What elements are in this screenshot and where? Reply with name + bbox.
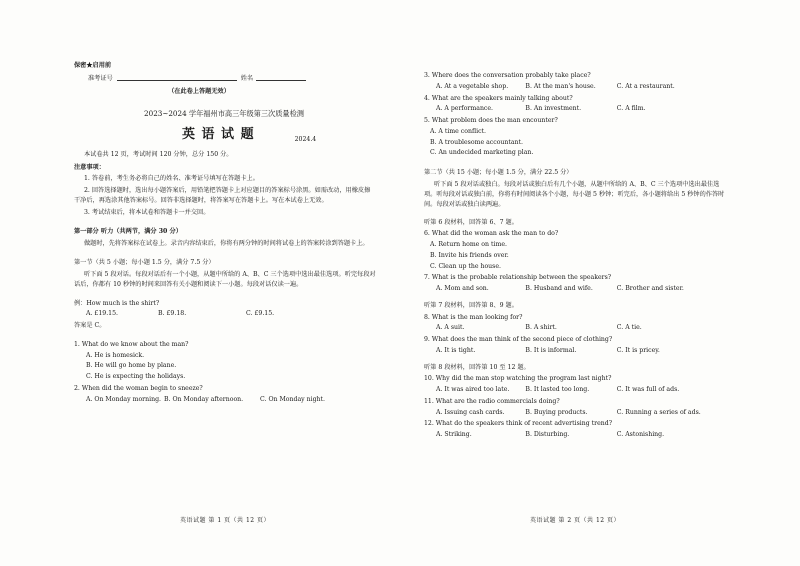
q2-option-c: C. On Monday night. bbox=[260, 395, 325, 403]
example-options bbox=[80, 310, 376, 318]
q4-option-c: C. A film. bbox=[616, 105, 646, 113]
exam-info: 本试卷共 12 页，考试时间 120 分钟，总分 150 分。 bbox=[84, 150, 233, 158]
q4-options bbox=[430, 105, 726, 113]
q1-option-a: A. He is homesick. bbox=[86, 351, 145, 359]
q10-option-b: B. It lasted too long. bbox=[525, 386, 590, 394]
q10-option-c: C. It was full of ads. bbox=[616, 386, 680, 394]
question-5: 5. What problem does the man encounter? bbox=[424, 117, 558, 124]
q7-option-c: C. Brother and sister. bbox=[616, 285, 684, 293]
q2-option-a: A. On Monday morning. bbox=[86, 395, 162, 403]
notice-2: 2. 回答选择题时，选出每小题答案后，用铅笔把答题卡上对应题目的答案标号涂黑。如需改动，用橡皮擦干净后，再选涂其他答案标号。回答非选择题时，将答案写在答题卡上。写在本试卷上无效。 bbox=[74, 186, 371, 204]
question-11: 11. What are the radio commercials doing? bbox=[424, 397, 560, 405]
question-10: 10. Why did the man stop watching the program last night? bbox=[424, 375, 612, 383]
q3-option-b: B. At the man's house. bbox=[525, 82, 596, 90]
material-7: 听第 7 段材料，回答第 8、9 题。 bbox=[424, 301, 518, 309]
subject-title: 英 语 试 题 bbox=[182, 127, 255, 143]
exam-title: 2023~2024 学年福州市高三年级第三次质量检测 bbox=[144, 109, 304, 119]
q10-options bbox=[430, 386, 726, 394]
q3-option-c: C. At a restaurant. bbox=[616, 82, 675, 90]
q2-option-b: B. On Monday afternoon. bbox=[164, 395, 244, 403]
q10-option-a: A. It was aired too late. bbox=[436, 386, 510, 394]
example-option-a: A. £19.15. bbox=[86, 310, 119, 318]
question-8: 8. What is the man looking for? bbox=[424, 313, 523, 321]
q3-option-a: A. At a vegetable shop. bbox=[436, 82, 509, 90]
material-8: 听第 8 段材料，回答第 10 至 12 题。 bbox=[424, 363, 530, 371]
question-12: 12. What do the speakers think of recent advertising trend? bbox=[424, 420, 613, 428]
q9-option-a: A. It is tight. bbox=[436, 346, 476, 354]
section2-title: 第二节（共 15 小题；每小题 1.5 分，满分 22.5 分） bbox=[424, 169, 573, 176]
subject-row bbox=[74, 127, 376, 143]
notice-title: 注意事项： bbox=[74, 164, 105, 172]
q2-options bbox=[80, 396, 376, 404]
q6-option-b: B. Invite his friends over. bbox=[430, 251, 509, 259]
q4-option-b: B. An investment. bbox=[525, 105, 582, 113]
example-answer: 答案是 C。 bbox=[74, 322, 106, 330]
example-option-b: B. £9.18. bbox=[158, 310, 187, 318]
q7-options bbox=[430, 285, 726, 293]
q5-option-b: B. A troublesome accountant. bbox=[430, 138, 523, 146]
q1-option-c: C. He is expecting the holidays. bbox=[86, 373, 186, 381]
notice-3: 3. 考试结束后，将本试卷和答题卡一并交回。 bbox=[84, 208, 210, 216]
q4-option-a: A. A performance. bbox=[436, 105, 494, 113]
candidate-info bbox=[88, 75, 376, 83]
page-1-footer: 英语试题 第 1 页（共 12 页） bbox=[180, 516, 270, 524]
q9-option-b: B. It is informal. bbox=[525, 346, 577, 354]
q6-option-c: C. Clean up the house. bbox=[430, 262, 501, 270]
question-3: 3. Where does the conversation probably take place? bbox=[424, 72, 591, 79]
question-6: 6. What did the woman ask the man to do? bbox=[424, 230, 559, 238]
example-question: 例：How much is the shirt? bbox=[74, 299, 160, 307]
secret-label: 保密★启用前 bbox=[74, 62, 112, 69]
part1-desc: 做题时，先将答案标在试卷上。录音内容结束后，你将有两分钟的时间将试卷上的答案转涂到答题卡上。 bbox=[84, 240, 369, 248]
section1-title: 第一节（共 5 小题；每小题 1.5 分，满分 7.5 分） bbox=[74, 259, 215, 267]
exam-date: 2024.4 bbox=[294, 135, 317, 143]
q8-option-b: B. A shirt. bbox=[525, 324, 557, 332]
q8-options bbox=[430, 324, 726, 332]
page-2-footer: 英语试题 第 2 页（共 12 页） bbox=[530, 516, 620, 524]
id-label: 准考证号 bbox=[88, 74, 113, 82]
section2-desc: 听下面 5 段对话或独白。每段对话或独白后有几个小题，从题中所给的 A、B、C 三个选项中选出最佳选项。听每段对话或独白前，你将有时间阅读各个小题，每小题 5 秒钟；听完后，各小题将给出 5 秒钟的作答时间。每段对话或独白读两遍。 bbox=[424, 180, 725, 208]
name-label: 姓名 bbox=[240, 74, 254, 82]
q12-option-b: B. Disturbing. bbox=[525, 431, 570, 439]
name-blank bbox=[256, 75, 306, 81]
q11-option-b: B. Buying products. bbox=[525, 408, 588, 416]
question-1: 1. What do we know about the man? bbox=[74, 340, 189, 348]
question-9: 9. What does the man think of the second piece of clothing? bbox=[424, 336, 613, 344]
q12-option-a: A. Striking. bbox=[436, 431, 472, 439]
q3-options bbox=[430, 83, 726, 91]
q5-option-a: A. A time conflict. bbox=[430, 127, 486, 135]
question-4: 4. What are the speakers mainly talking about? bbox=[424, 94, 573, 102]
q11-option-a: A. Issuing cash cards. bbox=[436, 408, 505, 416]
q6-option-a: A. Return home on time. bbox=[430, 241, 507, 249]
q9-option-c: C. It is pricey. bbox=[616, 346, 660, 354]
q7-option-a: A. Mom and son. bbox=[436, 285, 489, 293]
id-blank bbox=[117, 75, 237, 81]
q7-option-b: B. Husband and wife. bbox=[525, 285, 593, 293]
q5-option-c: C. An undecided marketing plan. bbox=[430, 149, 534, 157]
q11-options bbox=[430, 409, 726, 417]
page-1 bbox=[74, 62, 376, 524]
question-2: 2. When did the woman begin to sneeze? bbox=[74, 384, 203, 392]
part1-title: 第一部分 听力（共两节，满分 30 分） bbox=[74, 228, 182, 236]
notice-1: 1. 答卷前，考生务必将自己的姓名、准考证号填写在答题卡上。 bbox=[84, 175, 259, 182]
q12-option-c: C. Astonishing. bbox=[616, 431, 665, 439]
invalid-note: （在此卷上答题无效） bbox=[168, 87, 230, 95]
section1-desc: 听下面 5 段对话。每段对话后有一个小题，从题中所给的 A、B、C 三个选项中选出最佳选项。听完每段对话后，你都有 10 秒钟的时间来回答有关小题和阅读下一小题。每段对话仅读一遍。 bbox=[74, 270, 376, 288]
page-2 bbox=[424, 72, 726, 534]
q11-option-c: C. Running a series of ads. bbox=[616, 408, 701, 416]
question-7: 7. What is the probable relationship between the speakers? bbox=[424, 274, 612, 282]
q12-options bbox=[430, 431, 726, 439]
example-option-c: C. £9.15. bbox=[246, 310, 275, 318]
q9-options bbox=[430, 347, 726, 355]
q8-option-c: C. A tie. bbox=[616, 324, 642, 332]
q1-option-b: B. He will go home by plane. bbox=[86, 362, 177, 370]
q8-option-a: A. A suit. bbox=[436, 324, 465, 332]
material-6: 听第 6 段材料，回答第 6、7 题。 bbox=[424, 218, 518, 226]
